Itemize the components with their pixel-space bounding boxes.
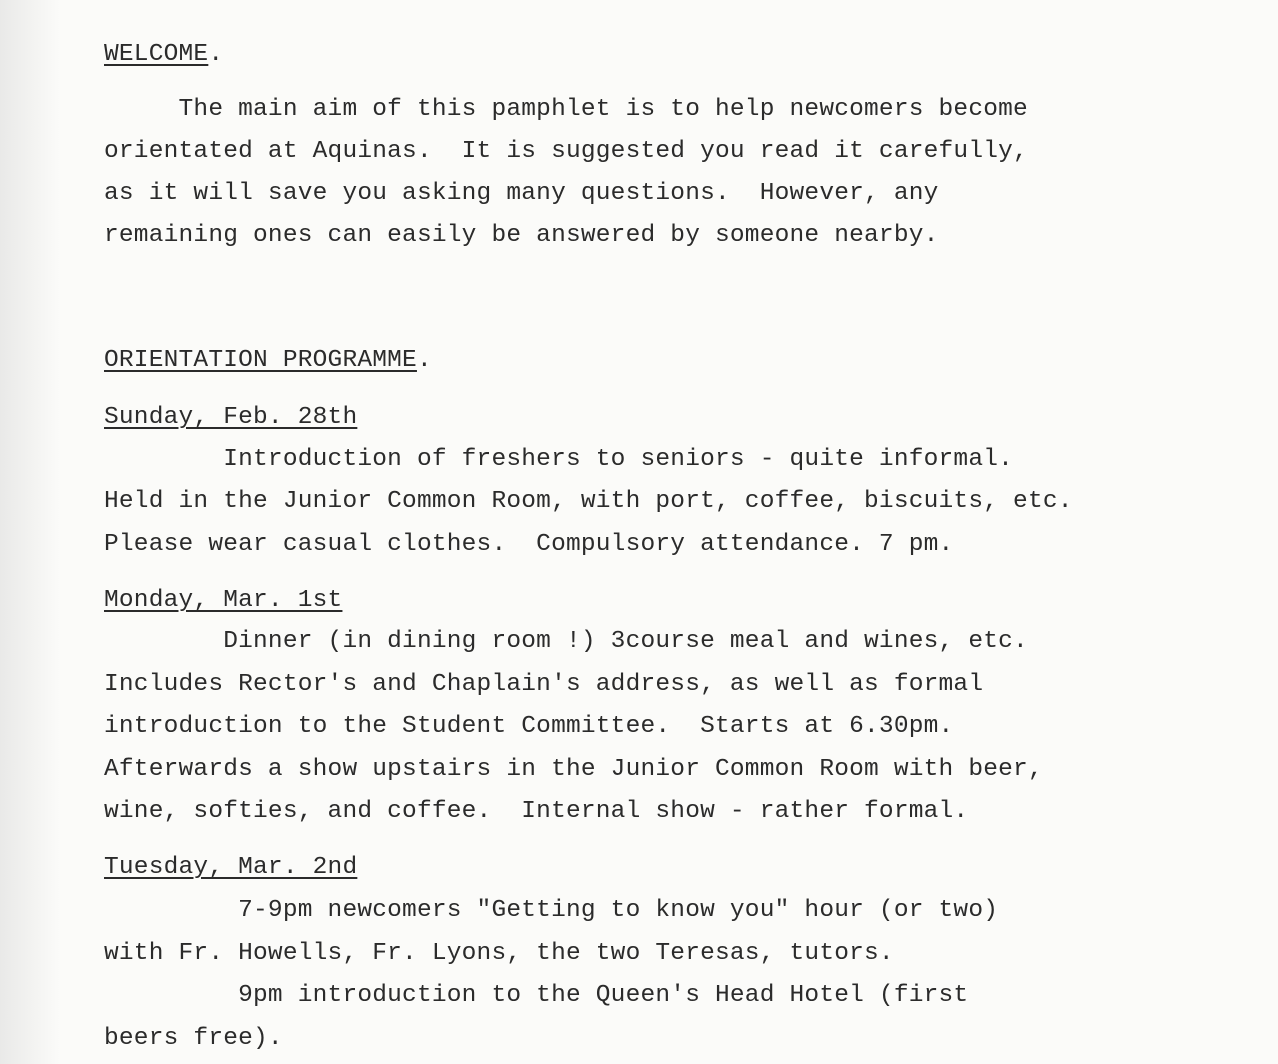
day-title-monday: Monday, Mar. 1st — [104, 587, 343, 614]
programme-heading-line: ORIENTATION PROGRAMME. — [104, 347, 432, 374]
tuesday-line: 7-9pm newcomers "Getting to know you" hour (or two) — [104, 897, 999, 924]
monday-line: introduction to the Student Committee. Starts at 6.30pm. — [104, 713, 954, 740]
day-title-tuesday: Tuesday, Mar. 2nd — [104, 854, 358, 881]
tuesday-line: 9pm introduction to the Queen's Head Hotel (first — [104, 982, 969, 1009]
monday-line: Includes Rector's and Chaplain's address, as well as formal — [104, 671, 984, 698]
welcome-line: orientated at Aquinas. It is suggested you read it carefully, — [104, 138, 1028, 165]
monday-line: Dinner (in dining room !) 3course meal and wines, etc. — [104, 628, 1028, 655]
monday-line: Afterwards a show upstairs in the Junior Common Room with beer, — [104, 756, 1043, 783]
welcome-line: The main aim of this pamphlet is to help newcomers become — [104, 96, 1028, 123]
tuesday-line: with Fr. Howells, Fr. Lyons, the two Teresas, tutors. — [104, 940, 894, 967]
welcome-heading-line: WELCOME. — [104, 41, 224, 68]
tuesday-line: beers free). — [104, 1025, 283, 1052]
sunday-line: Introduction of freshers to seniors - quite informal. — [104, 446, 1014, 473]
welcome-heading: WELCOME — [104, 41, 209, 68]
sunday-line: Please wear casual clothes. Compulsory attendance. 7 pm. — [104, 531, 954, 558]
monday-line: wine, softies, and coffee. Internal show - rather formal. — [104, 798, 969, 825]
welcome-line: as it will save you asking many questions. However, any — [104, 180, 939, 207]
programme-heading: ORIENTATION PROGRAMME — [104, 347, 417, 374]
sunday-line: Held in the Junior Common Room, with port, coffee, biscuits, etc. — [104, 488, 1073, 515]
welcome-line: remaining ones can easily be answered by someone nearby. — [104, 222, 939, 249]
scan-shadow — [0, 0, 60, 1064]
day-title-sunday: Sunday, Feb. 28th — [104, 404, 358, 431]
